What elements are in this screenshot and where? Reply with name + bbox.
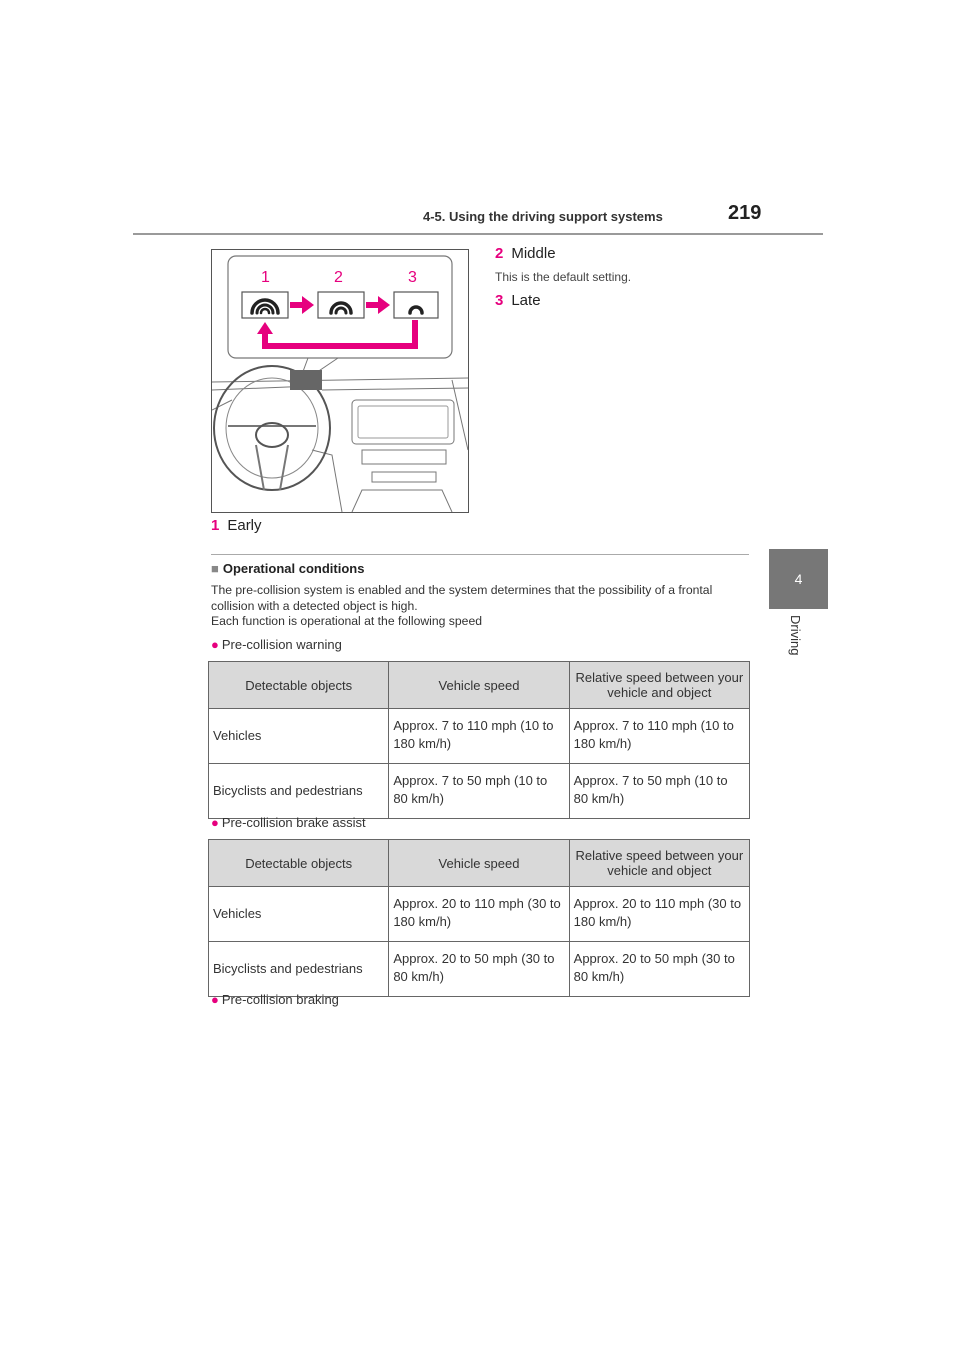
para-line: Each function is operational at the following speed — [211, 614, 483, 628]
warning-table — [208, 661, 750, 819]
step-text: Late — [511, 292, 541, 309]
step-late — [495, 292, 541, 309]
table-cell: Approx. 20 to 50 mph (30 to 80 km/h) — [569, 942, 749, 997]
table-row — [209, 709, 750, 764]
col-header: Vehicle speed — [389, 662, 569, 709]
step-early — [211, 517, 262, 534]
section-title: 4-5. Using the driving support systems — [423, 209, 663, 224]
step-text: Middle — [511, 245, 556, 262]
step-text: Early — [227, 517, 262, 534]
step-number: 2 — [495, 245, 504, 262]
illus-label-2: 2 — [334, 269, 343, 286]
bullet-dot-icon: ● — [211, 637, 219, 652]
operational-paragraph — [211, 583, 751, 630]
col-header: Relative speed between your vehicle and object — [569, 840, 749, 887]
table-cell: Approx. 20 to 110 mph (30 to 180 km/h) — [389, 887, 569, 942]
dashboard-illustration — [211, 249, 469, 513]
bullet-text: Pre-collision brake assist — [221, 815, 366, 830]
header-rule — [133, 233, 823, 235]
section-divider — [211, 554, 749, 555]
col-header: Detectable objects — [209, 662, 389, 709]
col-header: Detectable objects — [209, 840, 389, 887]
bullet-dot-icon: ● — [211, 992, 219, 1007]
bullet-text: Pre-collision braking — [221, 992, 339, 1007]
table-row — [209, 942, 750, 997]
table-header-row — [209, 840, 750, 887]
table-cell: Approx. 7 to 50 mph (10 to 80 km/h) — [389, 764, 569, 819]
illus-label-1: 1 — [261, 269, 270, 286]
table-cell: Approx. 20 to 50 mph (30 to 80 km/h) — [389, 942, 569, 997]
brake-assist-bullet — [211, 815, 366, 830]
table-cell: Approx. 7 to 110 mph (10 to 180 km/h) — [569, 709, 749, 764]
step-number: 1 — [211, 517, 220, 534]
table-cell: Approx. 7 to 110 mph (10 to 180 km/h) — [389, 709, 569, 764]
warning-bullet — [211, 637, 342, 652]
default-setting-note: This is the default setting. — [495, 270, 632, 284]
table-cell: Approx. 7 to 50 mph (10 to 80 km/h) — [569, 764, 749, 819]
chapter-label-text: Driving — [788, 615, 803, 656]
dashboard-drawing — [212, 250, 468, 512]
para-line: The pre-collision system is enabled and the system determines that the possibility of a frontal — [211, 583, 713, 597]
page-number: 219 — [728, 202, 762, 224]
braking-bullet — [211, 992, 339, 1007]
table-cell: Bicyclists and pedestrians — [209, 942, 389, 997]
chapter-label — [789, 615, 809, 675]
step-middle — [495, 245, 556, 262]
heading-text: Operational conditions — [222, 561, 365, 576]
col-header: Relative speed between your vehicle and object — [569, 662, 749, 709]
operational-conditions-heading — [211, 561, 364, 576]
table-cell: Vehicles — [209, 709, 389, 764]
square-bullet-icon: ■ — [211, 561, 219, 576]
brake-assist-table — [208, 839, 750, 997]
table-cell: Approx. 20 to 110 mph (30 to 180 km/h) — [569, 887, 749, 942]
step-number: 3 — [495, 292, 504, 309]
table-cell: Vehicles — [209, 887, 389, 942]
bullet-text: Pre-collision warning — [221, 637, 342, 652]
illus-label-3: 3 — [408, 269, 417, 286]
col-header: Vehicle speed — [389, 840, 569, 887]
table-cell: Bicyclists and pedestrians — [209, 764, 389, 819]
para-line: collision with a detected object is high. — [211, 598, 418, 613]
chapter-number: 4 — [794, 571, 803, 587]
table-row — [209, 887, 750, 942]
table-row — [209, 764, 750, 819]
bullet-dot-icon: ● — [211, 815, 219, 830]
table-header-row — [209, 662, 750, 709]
